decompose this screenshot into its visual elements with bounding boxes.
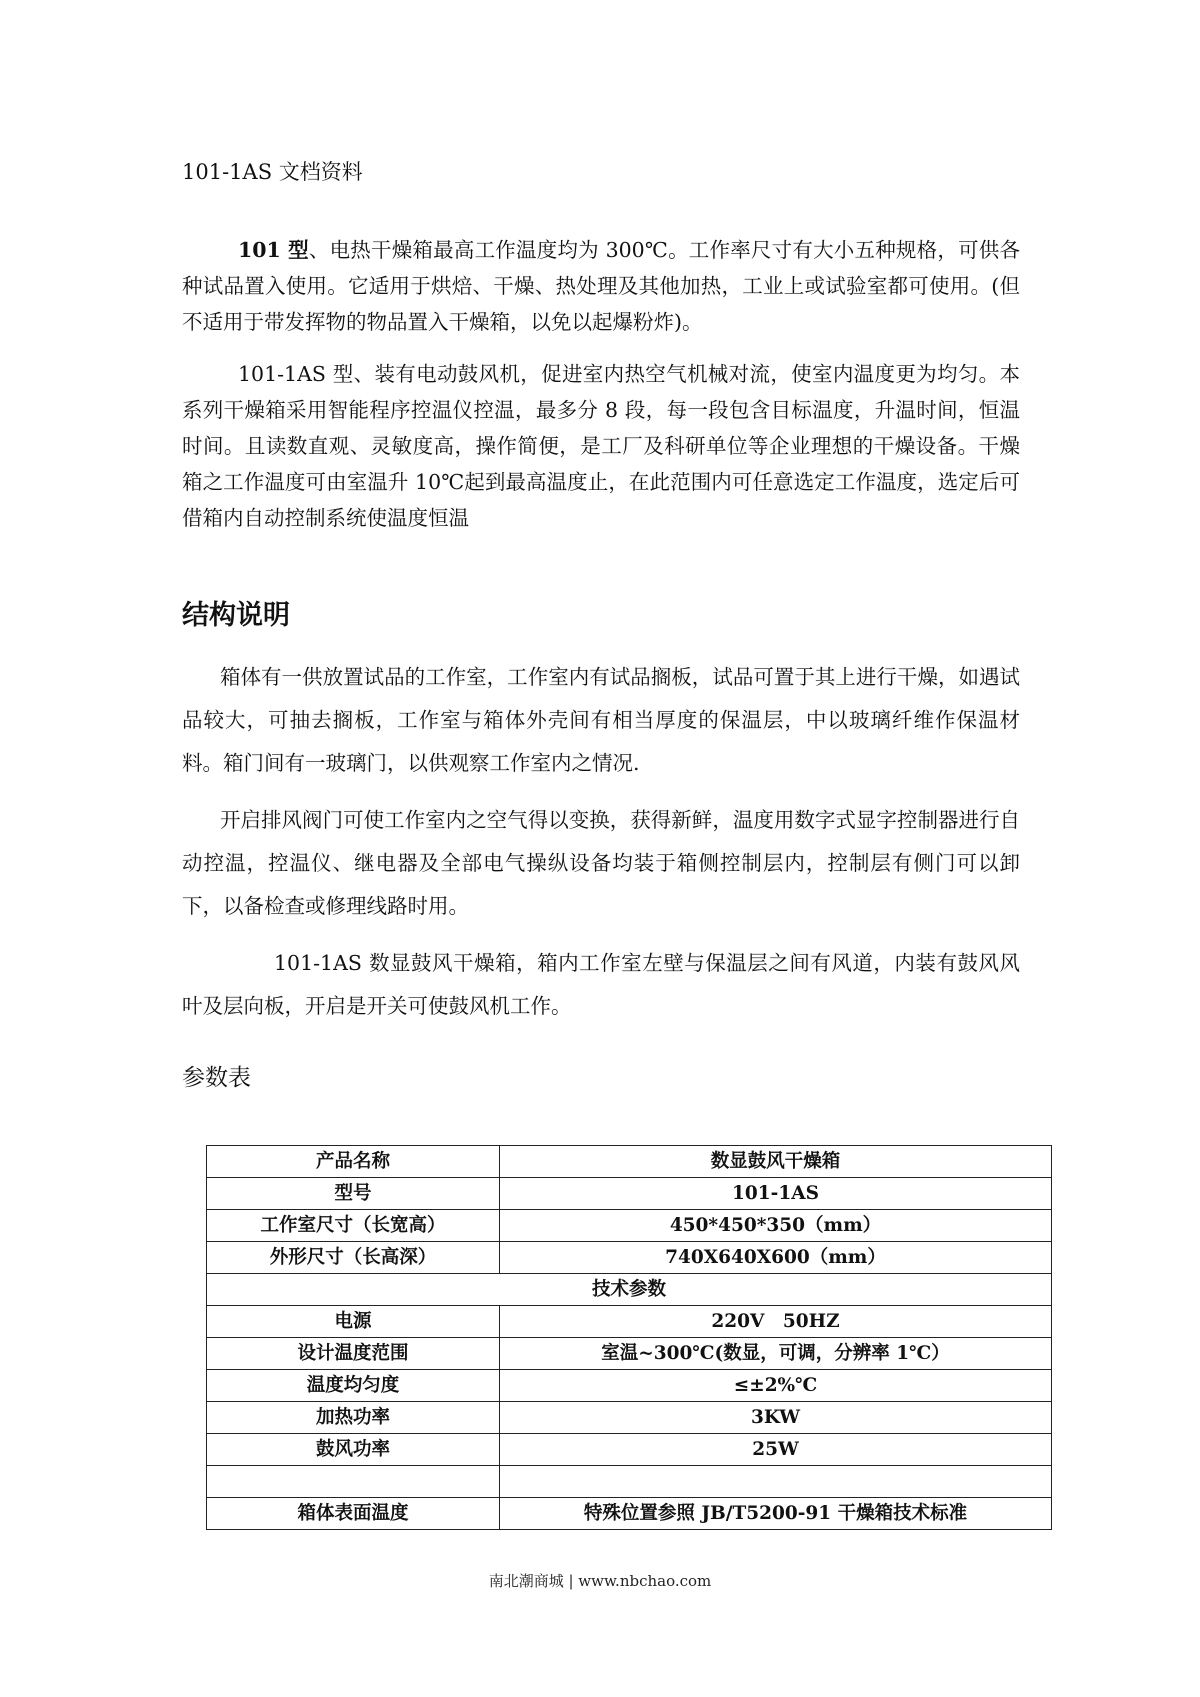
- page-footer: 南北潮商城 | www.nbchao.com: [488, 1572, 712, 1590]
- param-label: 外形尺寸（长高深）: [207, 1242, 500, 1274]
- param-label: 产品名称: [207, 1146, 500, 1178]
- param-value: 450*450*350（mm）: [500, 1210, 1052, 1242]
- param-value: 740X640X600（mm）: [500, 1242, 1052, 1274]
- param-value: 特殊位置参照 JB/T5200-91 干燥箱技术标准: [500, 1498, 1052, 1530]
- param-label: 加热功率: [207, 1402, 500, 1434]
- table-row-empty: [207, 1466, 1052, 1498]
- table-section-row: [207, 1274, 1052, 1306]
- param-label: 箱体表面温度: [207, 1498, 500, 1530]
- table-row: [207, 1370, 1052, 1402]
- intro-paragraph-1: [182, 232, 1020, 340]
- parameter-table: [206, 1145, 1052, 1530]
- structure-paragraph-2: 开启排风阀门可使工作室内之空气得以变换，获得新鲜，温度用数字式显字控制器进行自动控温，控温仪、继电器及全部电气操纵设备均装于箱侧控制层内，控制层有侧门可以卸下，以备检查或修理线路时用。: [182, 808, 1020, 918]
- param-value: ≤±2%℃: [500, 1370, 1052, 1402]
- tech-params-header: 技术参数: [207, 1274, 1052, 1306]
- intro-lead-model: 101 型: [238, 238, 309, 262]
- param-label: 鼓风功率: [207, 1434, 500, 1466]
- table-row: [207, 1306, 1052, 1338]
- table-row: [207, 1434, 1052, 1466]
- intro-paragraph-1-text: 、电热干燥箱最高工作温度均为 300℃。工作率尺寸有大小五种规格，可供各种试品置入使用。它适用于烘焙、干燥、热处理及其他加热，工业上或试验室都可使用。(但不适用于带发挥物的物品置入干燥箱，以免以起爆粉炸)。: [182, 238, 1020, 334]
- structure-paragraph-3: 101-1AS 数显鼓风干燥箱，箱内工作室左壁与保温层之间有风道，内装有鼓风风叶及层向板，开启是开关可使鼓风机工作。: [182, 951, 1020, 1018]
- param-value: 数显鼓风干燥箱: [500, 1146, 1052, 1178]
- table-row: [207, 1402, 1052, 1434]
- params-heading: 参数表: [182, 1065, 251, 1091]
- param-value: [500, 1466, 1052, 1498]
- param-label: 设计温度范围: [207, 1338, 500, 1370]
- table-row: [207, 1146, 1052, 1178]
- table-row: [207, 1242, 1052, 1274]
- intro-paragraph-2: 101-1AS 型、装有电动鼓风机，促进室内热空气机械对流，使室内温度更为均匀。本系列干燥箱采用智能程序控温仪控温，最多分 8 段，每一段包含目标温度，升温时间，恒温时间。且读数直观、灵敏度高，操作简便，是工厂及科研单位等企业理想的干燥设备。干燥箱之工作温度可由室温升 10℃起到最高温度止，在此范围内可任意选定工作温度，选定后可借箱内自动控制系统使温度恒温: [182, 362, 1020, 530]
- param-label: [207, 1466, 500, 1498]
- param-value: 25W: [500, 1434, 1052, 1466]
- table-row: [207, 1498, 1052, 1530]
- param-value: 101-1AS: [500, 1178, 1052, 1210]
- table-row: [207, 1178, 1052, 1210]
- structure-heading: 结构说明: [182, 600, 290, 631]
- param-label: 温度均匀度: [207, 1370, 500, 1402]
- structure-paragraph-1: 箱体有一供放置试品的工作室，工作室内有试品搁板，试品可置于其上进行干燥，如遇试品较大，可抽去搁板，工作室与箱体外壳间有相当厚度的保温层，中以玻璃纤维作保温材料。箱门间有一玻璃门，以供观察工作室内之情况.: [182, 665, 1020, 775]
- param-label: 电源: [207, 1306, 500, 1338]
- param-label: 型号: [207, 1178, 500, 1210]
- document-title: 101-1AS 文档资料: [182, 160, 363, 184]
- param-label: 工作室尺寸（长宽高）: [207, 1210, 500, 1242]
- table-row: [207, 1338, 1052, 1370]
- table-row: [207, 1210, 1052, 1242]
- param-value: 220V 50HZ: [500, 1306, 1052, 1338]
- param-value: 室温~300℃(数显，可调，分辨率 1℃）: [500, 1338, 1052, 1370]
- param-value: 3KW: [500, 1402, 1052, 1434]
